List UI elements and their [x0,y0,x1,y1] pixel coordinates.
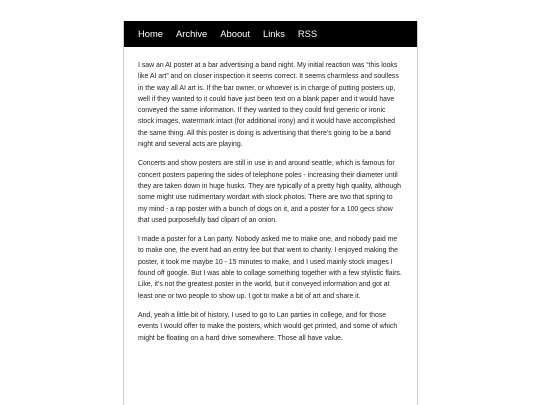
nav-rss-link[interactable]: RSS [297,28,318,39]
nav-archive-link[interactable]: Archive [176,28,208,39]
nav-home-link[interactable]: Home [138,28,164,39]
article-paragraph: Concerts and show posters are still in use in and around seattle, which is famous for concert posters papering the sides of telephone poles - increasing their diameter until they are taken down in huge husks. They are typically of a pretty high quality, although some might use rudimentary wordart with stock photos. There are two that spring to my mind - a rap poster with a bunch of dogs on it, and a poster for a 100 gecs show that used purposefully bad clipart of an onion. [138,160,401,224]
article-body [124,47,417,344]
article-paragraph: I made a poster for a Lan party. Nobody asked me to make one, and nobody paid me to make one, the event had an entry fee but that went to charity. I enjoyed making the poster, it took me maybe 10 - 15 minutes to make, and I used mainly stock images I found off google. But I was able to collage something together with a few stylistic flairs. Like, it’s not the greatest poster in the world, but it conveyed information and got at least one or two people to show up. I got to make a bit of art and share it. [138,236,402,300]
article-paragraph: And, yeah a little bit of history, I used to go to Lan parties in college, and for those events I would offer to make the posters, which would get printed, and some of which might be floating on a hard drive somewhere. Those all have value. [138,311,398,342]
article-paragraph: I saw an AI poster at a bar advertising a band night. My initial reaction was “this looks like AI art” and on closer inspection it seems correct. It seems charmless and soulless in the way all AI art is. If the bar owner, or whoever is in charge of putting posters up, well if they wanted to it could have just been text on a blank paper and it would have conveyed the same information. If they wanted to they could find generic or ironic stock images, watermark intact (for additional irony) and it would have accomplished the same thing. All this poster is doing is advertising that there’s going to be a band night and several acts are playing. [138,62,399,149]
page-container [123,21,418,405]
nav-links-link[interactable]: Links [263,28,285,39]
nav-about-link[interactable]: Aboout [220,28,250,39]
top-navigation [124,21,417,47]
